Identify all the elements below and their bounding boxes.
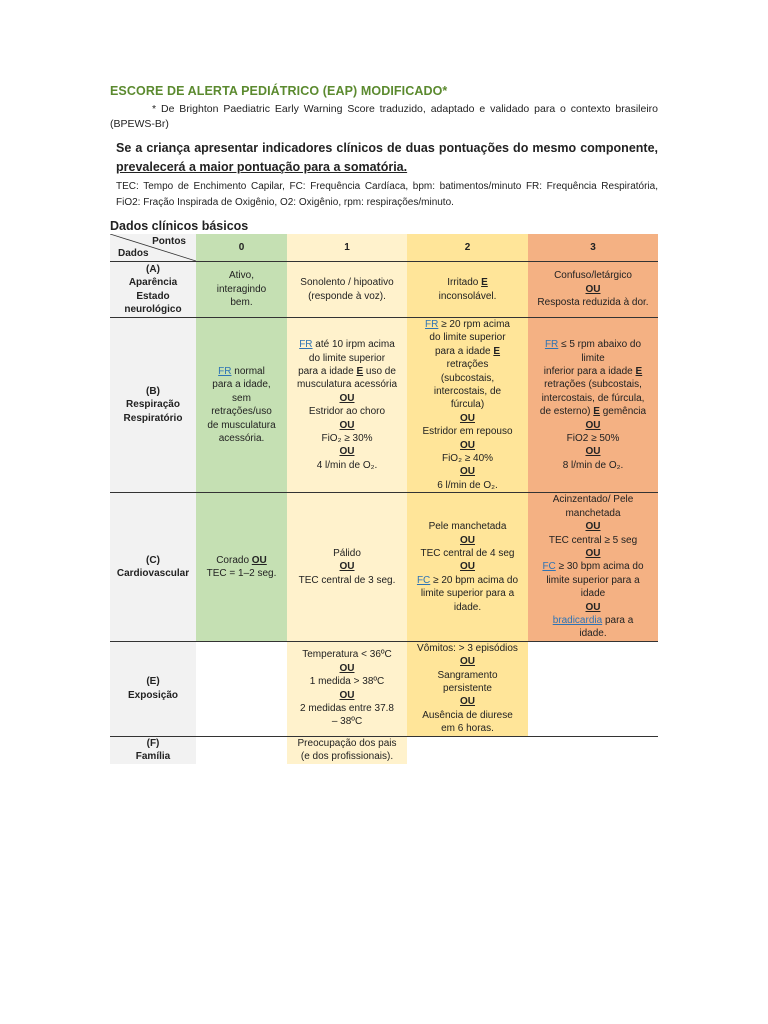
aparencia-score-1: Sonolento / hipoativo (responde à voz).	[287, 262, 407, 318]
familia-score-0	[196, 736, 287, 764]
table-row-cardiovascular	[110, 493, 658, 641]
fc-link[interactable]: FC	[542, 561, 556, 573]
exposicao-score-1: Temperatura < 36ºC OU 1 medida > 38ºC OU 2 medidas entre 37.8 – 38ºC	[287, 641, 407, 736]
table-header-row	[110, 234, 658, 262]
score-table	[110, 234, 658, 764]
header-score-2: 2	[407, 234, 528, 262]
aparencia-score-0: Ativo, interagindo bem.	[196, 262, 287, 318]
row-label-aparencia: (A) Aparência Estado neurológico	[110, 262, 196, 318]
scoring-rule	[116, 139, 658, 177]
fr-link[interactable]: FR	[218, 365, 232, 377]
fc-link[interactable]: FC	[416, 574, 431, 586]
familia-score-1: Preocupação dos pais (e dos profissionais).	[287, 736, 407, 764]
familia-score-2	[407, 736, 528, 764]
cardiovascular-score-1: Pálido OU TEC central de 3 seg.	[287, 493, 407, 641]
row-label-respiracao: (B) Respiração Respiratório	[110, 318, 196, 493]
fr-link[interactable]: FR	[299, 339, 313, 351]
row-label-cardiovascular: (C) Cardiovascular	[110, 493, 196, 641]
header-score-3: 3	[528, 234, 658, 262]
respiracao-score-2: FR ≥ 20 rpm acima do limite superior para a idade E retrações (subcostais, intercostais, de fúrcula) OU Estridor em repouso OU FiO₂ ≥ 40% OU 6 l/min de O₂.	[407, 318, 528, 493]
table-row-familia	[110, 736, 658, 764]
exposicao-score-0	[196, 641, 287, 736]
familia-score-3	[528, 736, 658, 764]
aparencia-score-2: Irritado E inconsolável.	[407, 262, 528, 318]
respiracao-score-1: FR até 10 irpm acima do limite superior para a idade E uso de musculatura acessória OU Estridor ao choro OU FiO₂ ≥ 30% OU 4 l/min de O₂.	[287, 318, 407, 493]
fr-link[interactable]: FR	[425, 319, 439, 330]
source-note	[110, 102, 658, 132]
respiracao-score-0: FR normal para a idade, sem retrações/uso de musculatura acessória.	[196, 318, 287, 493]
table-row-exposicao	[110, 641, 658, 736]
header-score-1: 1	[287, 234, 407, 262]
row-label-familia: (F) Família	[110, 736, 196, 764]
abbreviations-legend: TEC: Tempo de Enchimento Capilar, FC: Frequência Cardíaca, bpm: batimentos/minuto FR: Frequência Respiratória, FiO2: Fração Inspirada de Oxigênio, O2: Oxigênio, rpm: respirações/minuto.	[116, 181, 658, 208]
cardiovascular-score-0: Corado OU TEC = 1–2 seg.	[196, 493, 287, 641]
respiracao-score-3: FR ≤ 5 rpm abaixo do limite inferior para a idade E retrações (subcostais, intercostais, de fúrcula, de esterno) E gemência OU FiO2 ≥ 50% OU 8 l/min de O₂.	[528, 318, 658, 493]
scoring-rule-part1: Se a criança apresentar indicadores clínicos de duas pontuações do mesmo componente,	[116, 141, 658, 155]
row-label-exposicao: (E) Exposição	[110, 641, 196, 736]
header-score-0: 0	[196, 234, 287, 262]
document-title: ESCORE DE ALERTA PEDIÁTRICO (EAP) MODIFICADO*	[110, 84, 448, 98]
cardiovascular-score-3: Acinzentado/ Pele manchetada OU TEC central ≥ 5 seg OU FC ≥ 30 bpm acima do limite superior para a idade OU bradicardia para a idade.	[528, 493, 658, 641]
aparencia-score-3: Confuso/letárgico OU Resposta reduzida à dor.	[528, 262, 658, 318]
exposicao-score-3	[528, 641, 658, 736]
bradicardia-link[interactable]: bradicardia	[552, 614, 603, 626]
table-row-aparencia	[110, 262, 658, 318]
document-page	[110, 84, 658, 764]
header-pontos: Pontos	[152, 236, 186, 247]
header-dados: Dados	[118, 247, 149, 259]
scoring-rule-part2: prevalecerá a maior pontuação para a somatória.	[116, 160, 408, 174]
exposicao-score-2: Vômitos: > 3 episódios OU Sangramento persistente OU Ausência de diurese em 6 horas.	[407, 641, 528, 736]
cardiovascular-score-2: Pele manchetada OU TEC central de 4 seg OU FC ≥ 20 bpm acima do limite superior para a idade.	[407, 493, 528, 641]
header-corner-cell	[110, 234, 196, 262]
table-row-respiracao	[110, 318, 658, 493]
section-title: Dados clínicos básicos	[110, 219, 249, 233]
source-note-text: * De Brighton Paediatric Early Warning Score traduzido, adaptado e validado para o contexto brasileiro (BPEWS-Br)	[110, 103, 658, 130]
fr-link[interactable]: FR	[544, 339, 559, 351]
